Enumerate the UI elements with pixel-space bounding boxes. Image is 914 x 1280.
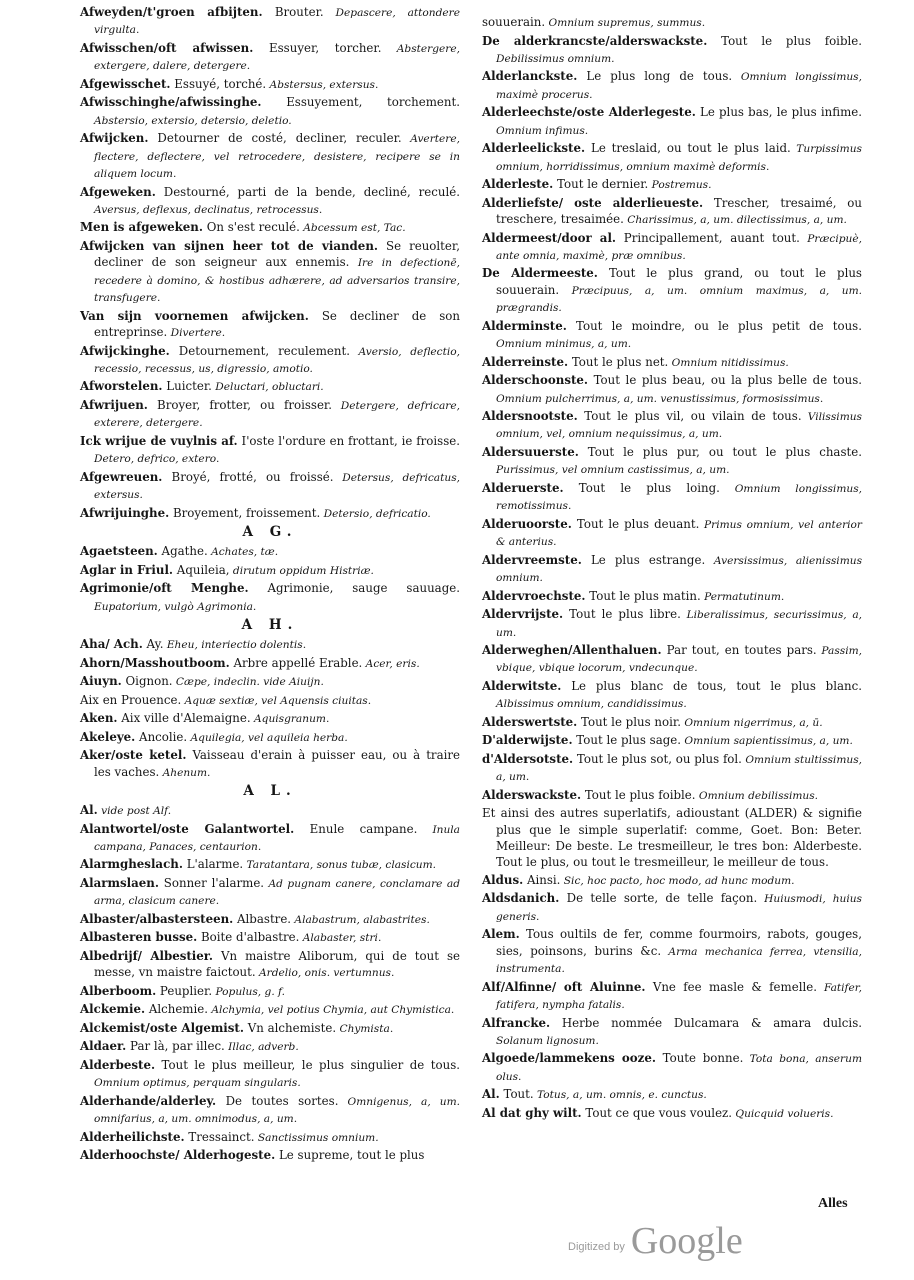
dictionary-entry [80,4,460,39]
latin-gloss: Charissimus, a, um. dilectissimus, a, um. [623,214,847,227]
latin-gloss: Taratantara, sonus tubæ, clasicum. [243,859,437,872]
dictionary-entry [80,673,460,690]
french-gloss: Agrimonie, sauge sauuage. [248,581,460,596]
headword: Alarmgheslach. [80,857,183,872]
headword: Aken. [80,711,118,726]
dictionary-entry [482,318,862,353]
dictionary-entry [80,94,460,129]
french-gloss: Albastre. [233,911,292,926]
headword: Agrimonie/oft Menghe. [80,581,249,596]
dictionary-entry [482,588,862,605]
french-gloss: Vn maistre Aliborum, qui de tout se messe, vn maistre faictout. [94,948,460,980]
headword: Afweyden/t'groen afbijten. [80,5,263,19]
latin-gloss: Populus, g. f. [212,985,285,998]
dictionary-entry [482,372,862,407]
latin-gloss: Omnium infimus. [496,124,589,137]
latin-gloss: Albissimus omnium, candidissimus. [496,698,687,711]
french-gloss: Aquileia, [173,562,230,577]
french-gloss: Tout le plus sot, ou plus fol. [573,751,742,766]
french-gloss: Vne fee masle & femelle. [645,979,817,994]
french-gloss: Agathe. [157,544,208,559]
dictionary-entry [482,714,862,731]
french-gloss: Tout le plus vil, ou vilain de tous. [577,409,802,424]
latin-gloss: Vilissimus omnium, vel, omnium nequissimus, a, um. [496,411,862,441]
dictionary-entry [80,76,460,93]
latin-gloss: Cæpe, indeclin. vide Aiuijn. [172,676,324,689]
french-gloss: Essuyer, torcher. [253,40,382,55]
headword: Al. [80,803,98,817]
dictionary-entry [482,516,862,551]
french-gloss: Broyement, froissement. [169,505,321,520]
dictionary-entry [482,678,862,713]
headword: d'Aldersotste. [482,751,574,766]
french-gloss: souuerain. [482,15,546,29]
dictionary-entry [80,184,460,219]
headword: Alem. [482,927,520,942]
headword: Afwrijuen. [80,397,148,412]
french-gloss: Tout le plus loing. [563,480,720,495]
dictionary-entry [80,821,460,856]
french-gloss: L'alarme. [182,857,244,872]
latin-gloss: Detersus, defricatus, extersus. [94,471,460,502]
latin-gloss: Sanctissimus omnium. [254,1131,379,1144]
latin-gloss: Permatutinum. [700,590,785,603]
latin-gloss: Alchymia, vel potius Chymia, aut Chymistica. [208,1004,455,1017]
dictionary-entry [482,140,862,175]
headword: Alderuoorste. [482,516,572,531]
french-gloss: Se decliner de son entreprinse. [94,308,460,340]
french-gloss: Le plus estrange. [581,552,706,567]
headword: Aglar in Friul. [80,562,174,577]
french-gloss: Essuyement, torchement. [261,95,460,110]
latin-gloss: Ardelio, onis. vertumnus. [255,967,395,980]
headword: Alderuerste. [482,480,564,495]
dictionary-entry [80,1020,460,1037]
headword: Algoede/lammekens ooze. [482,1051,656,1066]
latin-gloss: Eheu, interiectio dolentis. [163,639,307,652]
latin-gloss: Aquisgranum. [250,713,330,726]
dictionary-entry [80,562,460,579]
headword: Alarmslaen. [80,875,159,890]
french-gloss: De toutes sortes. [216,1093,339,1108]
french-gloss: Tout le plus foible. [707,33,863,48]
dictionary-entry [482,732,862,749]
dictionary-entry [80,636,460,653]
section-heading: A L. [243,783,297,799]
dictionary-entry [80,1001,460,1018]
latin-gloss: Illac, adverb. [224,1041,299,1054]
dictionary-entry [482,265,862,316]
dictionary-entry [482,408,862,443]
latin-gloss: Abcessum est, Tac. [299,222,406,235]
french-gloss: Le plus long de tous. [577,69,733,84]
headword: Alderheilichste. [80,1129,185,1144]
latin-gloss: Fatifer, fatifera, nympha fatalis. [496,981,863,1012]
headword: Aldaer. [80,1039,127,1054]
dictionary-entry [80,397,460,432]
latin-gloss: Abstergere, extergere, dalere, detergere. [94,42,460,73]
headword: Al dat ghy wilt. [482,1105,582,1120]
latin-gloss: Ad pugnam canere, conclamare ad arma, clasicum canere. [94,877,460,908]
dictionary-entry [80,983,460,1000]
french-gloss: Tout le plus pur, ou tout le plus chaste. [578,444,862,459]
dictionary-entry [482,1086,862,1103]
french-gloss: Ainsi. [523,872,561,887]
headword: Albedrijf/ Albestier. [80,948,214,963]
french-gloss: Detournement, reculement. [169,343,350,358]
french-gloss: Tout le plus meilleur, le plus singulier de tous. [155,1057,460,1072]
headword: Aldervreemste. [482,552,582,567]
left-column [80,4,460,1165]
headword: Al. [482,1087,500,1102]
latin-gloss: Omnium pulcherrimus, a, um. venustissimus, formosissimus. [496,392,824,405]
french-gloss: Arbre appellé Erable. [229,655,363,670]
french-gloss: Principallement, auant tout. [616,230,800,245]
latin-gloss: Omnium optimus, perquam singularis. [94,1077,301,1090]
latin-gloss: Inula campana, Panaces, centaurion. [94,823,460,853]
dictionary-entry [80,1129,460,1146]
french-gloss: Trescher, tresaimé, ou treschere, tresaimée. [496,195,862,227]
french-gloss: Aix en Prouence. [80,692,182,707]
latin-gloss: Eupatorium, vulgò Agrimonia. [94,600,257,613]
headword: Akeleye. [80,729,136,744]
headword: Aldermeest/door al. [482,230,617,245]
french-gloss: Tout le plus foible. [581,787,696,802]
dictionary-entry [482,1105,862,1122]
dictionary-entry [482,890,862,925]
latin-gloss: Deluctari, obluctari. [211,381,324,394]
latin-gloss: Omnigenus, a, um. omnifarius, a, um. omnimodus, a, um. [94,1095,461,1126]
headword: Ick wrijue de vuylnis af. [80,433,238,448]
latin-gloss: Omnium debilissimus. [695,789,819,802]
latin-gloss: Ahenum. [159,766,211,779]
dictionary-entry [482,176,862,193]
french-gloss: Se reuolter, decliner de son seigneur aux ennemis. [94,238,460,270]
latin-gloss: Solanum lignosum. [496,1034,599,1047]
latin-gloss: Ire in defectionē, recedere à domino, & hostibus adhærere, ad adversarios transire, transfugere. [94,257,460,305]
headword: Agaetsteen. [80,544,158,559]
latin-gloss: Chymista. [336,1022,394,1035]
headword: Alberboom. [80,983,157,998]
headword: Alderhoochste/ Alderhogeste. [80,1148,276,1163]
dictionary-entry [482,14,862,31]
french-gloss: Alchemie. [145,1002,208,1017]
french-gloss: Vn alchemiste. [243,1020,337,1035]
latin-gloss: Aversissimus, alienissimus omnium. [496,554,863,585]
latin-gloss: Omnium longissimus, maximè procerus. [496,71,862,101]
dictionary-entry [80,1147,460,1163]
latin-gloss: Turpissimus omnium, horridissimus, omnium maximè deformis. [496,143,862,173]
dictionary-entry [80,692,460,709]
latin-gloss: Totus, a, um. omnis, e. cunctus. [533,1089,707,1102]
dictionary-entry [80,433,460,468]
french-gloss: Par tout, en toutes pars. [661,643,817,657]
dictionary-entry [80,308,460,342]
headword: Aldus. [482,872,524,887]
french-gloss: Le treslaid, ou tout le plus laid. [585,141,791,156]
french-gloss: Broyer, frotter, ou froisser. [147,397,333,412]
dictionary-entry [80,580,460,615]
dictionary-entry [80,219,460,236]
french-gloss: Essuyé, torché. [170,76,267,91]
latin-gloss: dirutum oppidum Histriæ. [229,564,374,577]
latin-gloss: Postremus. [648,179,712,192]
french-gloss: Herbe nommée Dulcamara & amara dulcis. [550,1015,862,1030]
latin-gloss: Huiusmodi, huius generis. [496,893,862,923]
headword: Albaster/albastersteen. [80,911,234,926]
french-gloss: Et ainsi des autres superlatifs, adioustant (ALDER) & signifie plus que le simple superlatif: comme, Goet. Bon: Beter. Meilleur: De beste. Le tresmeilleur, le tres bon: Alderbeste. Tout le plus, ou tout le tresmeilleur, le meilleur de tous. [482,806,862,870]
headword: Alderlanckste. [482,69,578,84]
dictionary-entry [482,606,862,641]
dictionary-entry [80,710,460,727]
french-gloss: Brouter. [262,5,324,19]
headword: Alderreinste. [482,354,569,369]
dictionary-entry [482,68,862,103]
dictionary-entry [80,469,460,504]
latin-gloss: Detergere, defricare, exterere, detergere. [94,399,461,430]
dictionary-entry [482,872,862,889]
dictionary-entry [80,505,460,522]
latin-gloss: Detersio, defricatio. [320,507,431,520]
headword: Alantwortel/oste Galantwortel. [80,821,295,836]
french-gloss: Enule campane. [294,821,418,836]
french-gloss: Le supreme, tout le plus [275,1148,425,1163]
latin-gloss: Abstersus, extersus. [266,78,379,91]
french-gloss: Luicter. [162,379,212,394]
headword: Afgeweken. [80,184,156,199]
latin-gloss: Divertere. [167,327,226,340]
french-gloss: Tout ce que vous voulez. [581,1105,733,1120]
headword: Aldervroechste. [482,588,586,603]
latin-gloss: Arma mechanica ferrea, vtensilia, instrumenta. [496,945,862,976]
french-gloss: Tout le plus grand, ou tout le plus souuerain. [496,266,862,297]
latin-gloss: Tota bona, anserum olus. [496,1053,862,1083]
french-gloss: Ay. [142,637,164,652]
latin-gloss: Alabastrum, alabastrites. [291,913,430,926]
dictionary-entry [80,130,460,182]
dictionary-entry [482,552,862,587]
french-gloss: Tout le dernier. [553,177,649,192]
french-gloss: Peuplier. [156,983,213,998]
right-column [482,14,862,1123]
french-gloss: Sonner l'alarme. [158,875,265,890]
french-gloss: Tous oultils de fer, comme fourmoirs, rabots, gouges, sies, poinsons, burins &c. [496,927,862,958]
headword: Alderminste. [482,318,567,333]
headword: Aldersnootste. [482,409,578,424]
french-gloss: Tout le plus beau, ou la plus belle de tous. [588,373,862,388]
dictionary-entry [80,911,460,928]
headword: Alf/Alfinne/ oft Aluinne. [482,979,646,994]
french-gloss: Par là, par illec. [126,1039,225,1054]
latin-gloss: Aquæ sextiæ, vel Aquensis ciuitas. [181,694,372,707]
section-heading: A G. [242,524,298,541]
headword: Alderwitste. [482,678,562,693]
headword: Alderbeste. [80,1057,156,1072]
headword: Afgewreuen. [80,469,163,484]
french-gloss: Tressainct. [184,1129,255,1144]
french-gloss: Broyé, frotté, ou froissé. [162,469,334,484]
headword: Alderleste. [482,177,554,192]
headword: Afworstelen. [80,379,163,394]
french-gloss: Vaisseau d'erain à puisser eau, ou à traire les vaches. [94,748,460,779]
dictionary-entry [482,195,862,229]
dictionary-entry [482,787,862,804]
headword: D'alderwijste. [482,733,573,748]
dictionary-entry [482,230,862,265]
headword: Afwrijuinghe. [80,505,170,520]
latin-gloss: Acer, eris. [362,657,420,670]
dictionary-entry [80,238,460,307]
dictionary-entry [80,747,460,781]
french-gloss: Tout le plus sage. [572,733,682,748]
headword: Aker/oste ketel. [80,748,187,763]
headword: Aha/ Ach. [80,637,143,652]
dictionary-entry [80,1038,460,1055]
french-gloss: Toute bonne. [655,1051,744,1066]
headword: Alderschoonste. [482,373,589,388]
dictionary-entry [80,1093,460,1128]
dictionary-entry [482,354,862,371]
dictionary-entry [80,802,460,819]
dictionary-entry [482,480,862,515]
latin-gloss: Præcipuus, a, um. omnium maximus, a, um. prægrandis. [496,284,862,315]
dictionary-entry [482,444,862,479]
dictionary-entry [482,926,862,977]
watermark-brand: Google [630,1220,743,1262]
latin-gloss: Omnium nigerrimus, a, ū. [680,716,823,729]
latin-gloss: Omnium stultissimus, a, um. [496,753,862,784]
dictionary-entry [482,979,862,1014]
headword: Afgewisschet. [80,76,171,91]
headword: Alckemist/oste Algemist. [80,1020,244,1035]
dictionary-entry [80,948,460,982]
latin-gloss: Aversio, deflectio, recessio, recessus, us, digressio, amotio. [94,345,460,375]
dictionary-entry [80,543,460,560]
latin-gloss: Aversus, deflexus, declinatus, retrocessus. [94,203,323,216]
french-gloss: Ancolie. [135,729,188,744]
dictionary-entry [80,729,460,746]
watermark-prefix: Digitized by [568,1241,625,1253]
dictionary-entry [80,875,460,910]
latin-gloss: Quicquid volueris. [732,1107,834,1120]
headword: De Aldermeeste. [482,266,598,281]
latin-gloss: Liberalissimus, securissimus, a, um. [496,609,863,639]
latin-gloss: Detero, defrico, extero. [94,453,220,466]
french-gloss: Tout le plus deuant. [571,516,700,531]
latin-gloss: Depascere, attondere virgulta. [94,7,460,37]
headword: Alderleelickste. [482,141,586,156]
dictionary-entry [80,343,460,378]
french-gloss: Tout le moindre, ou le plus petit de tous. [566,318,862,333]
french-gloss: Aix ville d'Alemaigne. [117,711,251,726]
latin-gloss: Abstersio, extersio, detersio, deletio. [94,114,292,127]
latin-gloss: Omnium sapientissimus, a, um. [681,735,853,748]
french-gloss: Tout le plus libre. [563,607,681,622]
latin-gloss: Alabaster, stri. [299,932,382,945]
headword: Alfrancke. [482,1015,551,1030]
french-gloss: De telle sorte, de telle façon. [559,891,758,906]
headword: Albasteren busse. [80,930,198,945]
dictionary-entry [80,40,460,75]
dictionary-entry [482,805,862,871]
headword: Afwijckinghe. [80,343,170,358]
headword: Alderliefste/ oste alderlieueste. [482,195,704,210]
headword: Afwisschinghe/afwissinghe. [80,95,262,110]
french-gloss: Tout le plus noir. [577,714,681,729]
latin-gloss: Præcipuè, ante omnia, maximè, præ omnibus. [496,232,862,262]
dictionary-entry [482,33,862,68]
headword: Alderweghen/Allenthaluen. [482,643,662,657]
latin-gloss: Aquilegia, vel aquileia herba. [187,731,348,744]
french-gloss: I'oste l'ordure en frottant, ie froisse. [237,433,460,448]
latin-gloss: vide post Alf. [97,805,172,817]
headword: Alderswackste. [482,787,582,802]
french-gloss: Tout le plus net. [568,354,669,369]
headword: Alderswertste. [482,714,578,729]
headword: Aldervrijste. [482,607,564,622]
headword: Men is afgeweken. [80,220,203,235]
french-gloss: Tout. [499,1087,534,1102]
headword: De alderkrancste/alderswackste. [482,33,708,48]
dictionary-entry [482,1015,862,1050]
latin-gloss: Debilissimus omnium. [496,52,615,65]
headword: Alckemie. [80,1002,146,1017]
dictionary-entry [482,104,862,139]
headword: Aiuyn. [80,674,122,689]
headword: Afwijcken. [80,131,149,146]
headword: Van sijn voornemen afwijcken. [80,308,309,323]
french-gloss: Le plus bas, le plus infime. [695,105,862,120]
french-gloss: Boite d'albastre. [197,930,300,945]
latin-gloss: Avertere, flectere, deflectere, vel retrocedere, desistere, recipere se in aliquem locum. [94,133,460,181]
latin-gloss: Omnium longissimus, remotissimus. [496,482,862,513]
latin-gloss: Omnium supremus, summus. [545,17,706,29]
french-gloss: Le plus blanc de tous, tout le plus blanc. [561,678,862,693]
latin-gloss: Omnium minimus, a, um. [496,338,632,351]
latin-gloss: Primus omnium, vel anterior & anterius. [496,518,862,549]
french-gloss: Detourner de costé, decliner, reculer. [148,131,402,146]
headword: Ahorn/Masshoutboom. [80,655,230,670]
section-heading: A H. [241,617,299,634]
headword: Aldsdanich. [482,891,560,906]
dictionary-entry [80,856,460,873]
latin-gloss: Passim, vbique, vbique locorum, vndecunque. [496,645,862,675]
dictionary-entry [482,642,862,677]
latin-gloss: Sic, hoc pacto, hoc modo, ad hunc modum. [560,874,795,887]
french-gloss: Destourné, parti de la bende, decliné, reculé. [155,184,460,199]
headword: Alderleechste/oste Alderlegeste. [482,105,696,120]
headword: Afwisschen/oft afwissen. [80,40,254,55]
dictionary-entry [482,1050,862,1085]
french-gloss: Oignon. [121,674,173,689]
latin-gloss: Purissimus, vel omnium castissimus, a, um. [496,464,730,477]
dictionary-entry [482,751,862,786]
french-gloss: On s'est reculé. [202,220,300,235]
dictionary-entry [80,655,460,672]
headword: Aldersuuerste. [482,444,579,459]
dictionary-entry [80,1057,460,1092]
google-watermark [568,1217,743,1263]
dictionary-entry [80,929,460,946]
headword: Afwijcken van sijnen heer tot de vianden. [80,238,378,253]
french-gloss: Tout le plus matin. [585,588,701,603]
catchword: Alles [818,1196,848,1211]
latin-gloss: Achates, tæ. [207,546,279,559]
headword: Alderhande/alderley. [80,1093,217,1108]
latin-gloss: Omnium nitidissimus. [668,356,789,369]
dictionary-entry [80,378,460,395]
